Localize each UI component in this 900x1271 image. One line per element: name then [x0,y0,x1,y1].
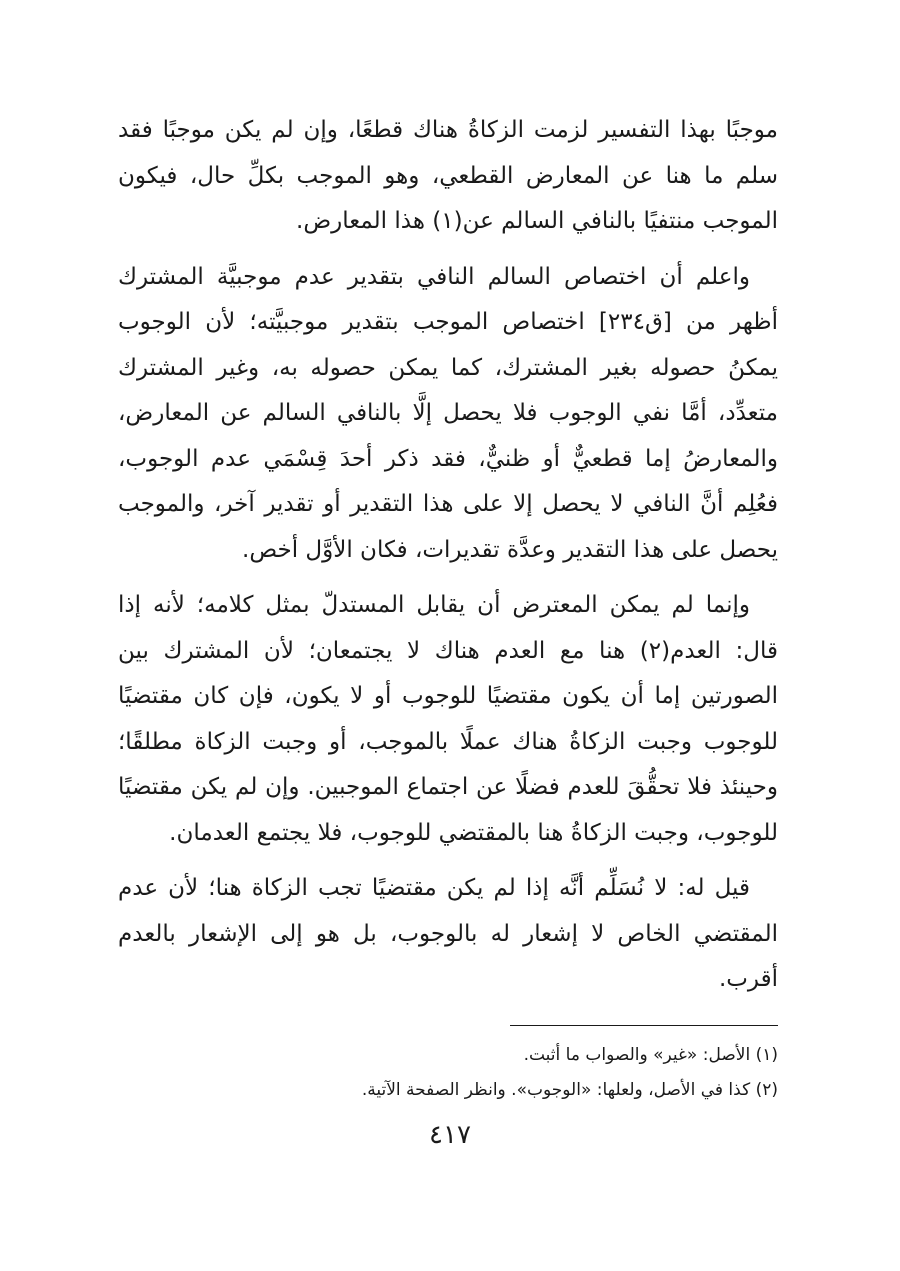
footnote-1: (١) الأصل: «غير» والصواب ما أثبت. [523,1045,778,1065]
footnotes [118,1038,778,1108]
paragraph-4: قيل له: لا نُسَلِّم أنَّه إذا لم يكن مقتضيًا تجب الزكاة هنا؛ لأن عدم المقتضي الخاص لا إشعار له بالوجوب، بل هو إلى الإشعار بالعدم أقرب. [118,875,778,992]
footnote-separator [510,1025,778,1026]
paragraph-3: وإنما لم يمكن المعترض أن يقابل المستدلّ بمثل كلامه؛ لأنه إذا قال: العدم(٢) هنا مع العدم هناك لا يجتمعان؛ لأن المشترك بين الصورتين إما أن يكون مقتضيًا للوجوب أو لا يكون، فإن كان مقتضيًا للوجوب وجبت الزكاةُ هناك عملًا بالموجب، أو وجبت الزكاة مطلقًا؛ وحينئذ فلا تحقُّقَ للعدم فضلًا عن اجتماع الموجبين. وإن لم يكن مقتضيًا للوجوب، وجبت الزكاةُ هنا بالمقتضي للوجوب، فلا يجتمع العدمان. [118,592,778,846]
paragraph-1: موجبًا بهذا التفسير لزمت الزكاةُ هناك قطعًا، وإن لم يكن موجبًا فقد سلم ما هنا عن المعارض القطعي، وهو الموجب بكلِّ حال، فيكون الموجب منتفيًا بالنافي السالم عن(١) هذا المعارض. [118,117,778,234]
page-number: ٤١٧ [429,1120,471,1150]
footnote-2: (٢) كذا في الأصل، ولعلها: «الوجوب». وانظر الصفحة الآتية. [361,1080,778,1100]
paragraph-2: واعلم أن اختصاص السالم النافي بتقدير عدم موجبيَّة المشترك أظهر من [ق٢٣٤] اختصاص الموجب بتقدير موجبيَّته؛ لأن الوجوب يمكنُ حصوله بغير المشترك، كما يمكن حصوله به، وغير المشترك متعدِّد، أمَّا نفي الوجوب فلا يحصل إلَّا بالنافي السالم عن المعارض، والمعارضُ إما قطعيٌّ أو ظنيٌّ، فقد ذكر أحدَ قِسْمَي عدم الوجوب، فعُلِم أنَّ النافي لا يحصل إلا على هذا التقدير أو تقدير آخر، والموجب يحصل على هذا التقدير وعدَّة تقديرات، فكان الأوَّل أخص. [118,263,778,563]
main-text [118,108,778,1013]
